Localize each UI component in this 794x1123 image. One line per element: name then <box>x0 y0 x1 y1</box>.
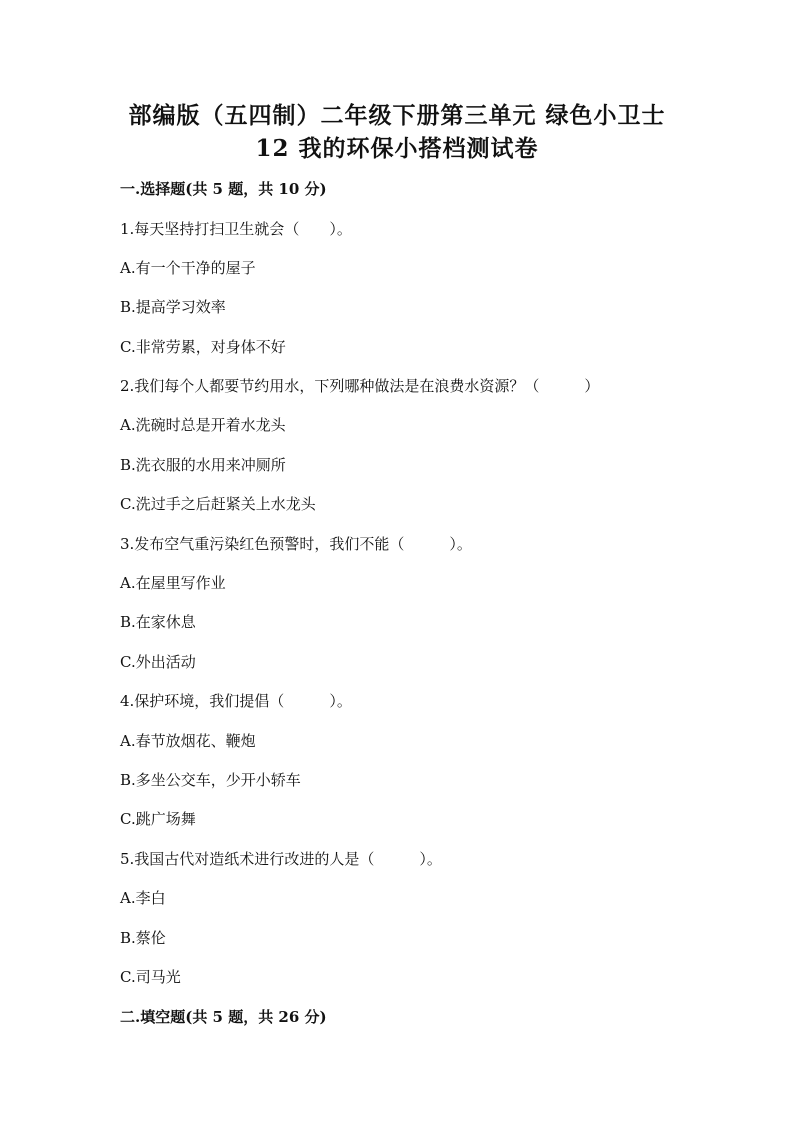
question-3-option-c: C.外出活动 <box>120 653 196 671</box>
question-5-option-a: A.李白 <box>120 889 166 907</box>
question-1-option-b: B.提高学习效率 <box>120 298 226 316</box>
question-1-stem: 1.每天坚持打扫卫生就会（ ）。 <box>120 220 352 238</box>
question-2-stem: 2.我们每个人都要节约用水，下列哪种做法是在浪费水资源？（ ） <box>120 377 600 395</box>
question-5-option-b: B.蔡伦 <box>120 929 166 947</box>
question-3-stem: 3.发布空气重污染红色预警时，我们不能（ ）。 <box>120 535 472 553</box>
question-4-option-a: A.春节放烟花、鞭炮 <box>120 732 256 750</box>
page-title-line-1: 部编版（五四制）二年级下册第三单元 绿色小卫士 <box>128 102 666 129</box>
question-5-option-c: C.司马光 <box>120 968 181 986</box>
question-2-option-c: C.洗过手之后赶紧关上水龙头 <box>120 495 316 513</box>
question-4-stem: 4.保护环境，我们提倡（ ）。 <box>120 692 352 710</box>
section-heading-fill-blank: 二.填空题(共 5 题，共 26 分) <box>120 1008 327 1026</box>
section-heading-choice: 一.选择题(共 5 题，共 10 分) <box>120 180 327 198</box>
question-3-option-b: B.在家休息 <box>120 613 196 631</box>
question-3-option-a: A.在屋里写作业 <box>120 574 226 592</box>
question-2-option-a: A.洗碗时总是开着水龙头 <box>120 416 286 434</box>
question-1-option-c: C.非常劳累，对身体不好 <box>120 338 286 356</box>
question-1-option-a: A.有一个干净的屋子 <box>120 259 256 277</box>
question-2-option-b: B.洗衣服的水用来冲厕所 <box>120 456 286 474</box>
page-title-line-2: 12 我的环保小搭档测试卷 <box>255 135 539 162</box>
question-4-option-b: B.多坐公交车，少开小轿车 <box>120 771 301 789</box>
question-5-stem: 5.我国古代对造纸术进行改进的人是（ ）。 <box>120 850 442 868</box>
question-4-option-c: C.跳广场舞 <box>120 810 196 828</box>
